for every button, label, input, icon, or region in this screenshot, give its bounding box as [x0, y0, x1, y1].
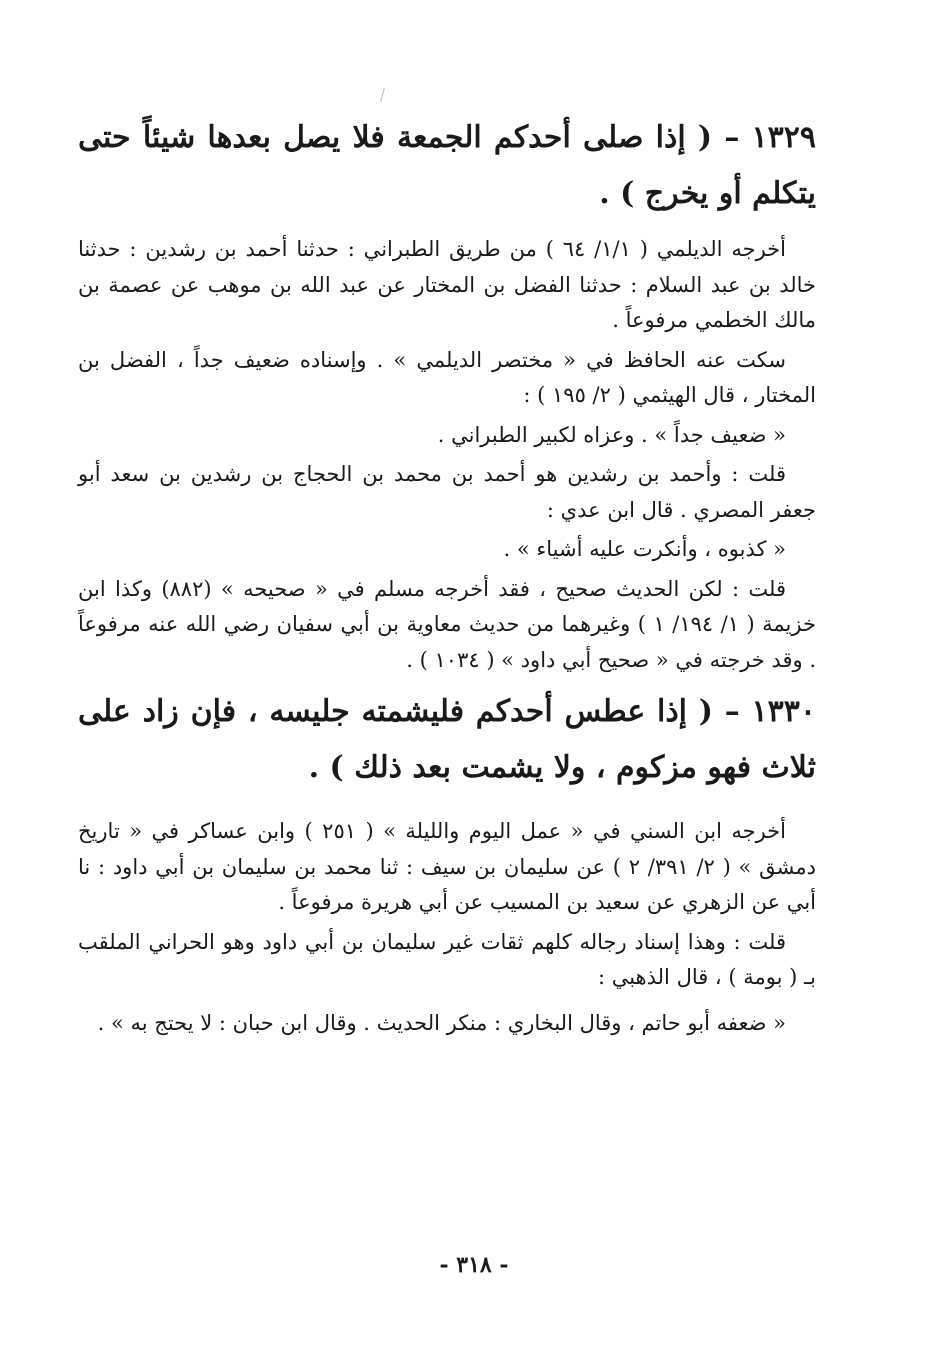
page-number: - ٣١٨ - — [439, 1252, 509, 1278]
isnad-assessment-paragraph: سكت عنه الحافظ في « مختصر الديلمي » . وإسناده ضعيف جداً ، الفضل بن المختار ، قال الهيثمي ( ٢/ ١٩٥ ) : — [78, 347, 816, 407]
quote-ibn-adi: « كذبوه ، وأنكرت عليه أشياء » . — [503, 537, 786, 561]
quote-haythami: « ضعيف جداً » . وعزاه لكبير الطبراني . — [437, 422, 786, 447]
authenticity-note-paragraph: قلت : لكن الحديث صحيح ، فقد أخرجه مسلم في « صحيحه » (٨٨٢) وكذا ابن خزيمة ( ١/ ١٩٤/ ١ ) وغيرهما من حديث معاوية بن أبي سفيان رضي الله عنه مرفوعاً . وقد خرجته في « صحيح أبي داود » ( ١٠٣٤ ) . — [78, 576, 816, 672]
quote-dhahabi: « ضعفه أبو حاتم ، وقال البخاري : منكر الحديث . وقال ابن حبان : لا يحتج به » . — [97, 1010, 786, 1035]
takhrij-paragraph: أخرجه ابن السني في « عمل اليوم والليلة » ( ٢٥١ ) وابن عساكر في « تاريخ دمشق » ( ٢/ ٣٩١/ ٢ ) عن سليمان بن سيف : ثنا محمد بن سليمان بن أبي داود : نا أبي عن الزهري عن سعيد بن المسيب عن أبي هريرة مرفوعاً . — [78, 819, 816, 914]
hadith-1329-heading: ١٣٢٩ – ( إذا صلى أحدكم الجمعة فلا يصل بعدها شيئاً حتى يتكلم أو يخرج ) . — [78, 120, 816, 211]
isnad-assessment-paragraph: قلت : وهذا إسناد رجاله كلهم ثقات غير سليمان بن أبي داود وهو الحراني الملقب بـ ( بومة ) ، قال الذهبي : — [78, 929, 816, 989]
stray-pen-mark — [380, 88, 385, 102]
hadith-1330-heading: ١٣٣٠ – ( إذا عطس أحدكم فليشمته جليسه ، فإن زاد على ثلاث فهو مزكوم ، ولا يشمت بعد ذلك ) . — [78, 694, 816, 785]
takhrij-paragraph: أخرجه الديلمي ( ١/١/ ٦٤ ) من طريق الطبراني : حدثنا أحمد بن رشدين : حدثنا خالد بن عبد السلام : حدثنا الفضل بن المختار عن عبد الله بن موهب عن عصمة بن مالك الخطمي مرفوعاً . — [78, 237, 816, 332]
page-body — [78, 110, 816, 1041]
narrator-note-paragraph: قلت : وأحمد بن رشدين هو أحمد بن محمد بن الحجاج بن رشدين بن سعد أبو جعفر المصري . قال ابن عدي : — [78, 462, 816, 522]
